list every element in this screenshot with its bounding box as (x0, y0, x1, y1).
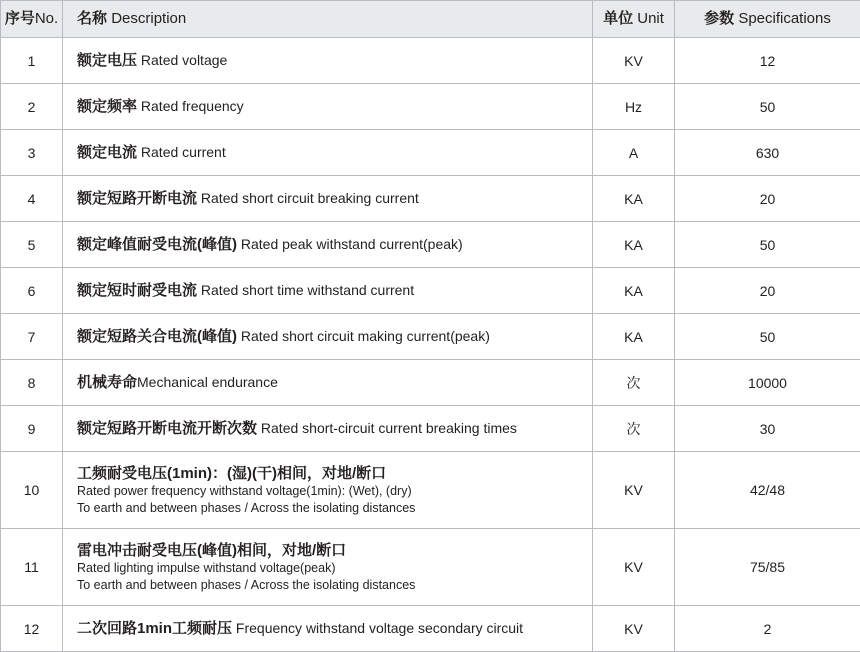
row-no: 6 (1, 268, 63, 314)
row-specification: 75/85 (675, 529, 860, 606)
row-description-cn: 额定频率 (77, 98, 137, 115)
row-description-cn: 额定峰值耐受电流(峰值) (77, 236, 237, 253)
row-unit: KA (593, 176, 675, 222)
column-header-specifications-en: Specifications (738, 10, 831, 27)
row-description (63, 176, 593, 222)
column-header-unit-cn: 单位 (603, 10, 633, 27)
row-description-cn: 额定短路开断电流 (77, 190, 197, 207)
row-unit: 次 (593, 406, 675, 452)
row-description (63, 130, 593, 176)
column-header-description (63, 1, 593, 38)
row-description (63, 222, 593, 268)
row-description (63, 268, 593, 314)
row-no: 11 (1, 529, 63, 606)
table-row (1, 606, 860, 652)
row-description (63, 360, 593, 406)
row-description-en: Rated short-circuit current breaking times (261, 420, 517, 436)
table-header (1, 1, 860, 38)
row-no: 5 (1, 222, 63, 268)
row-unit: KA (593, 314, 675, 360)
row-no: 7 (1, 314, 63, 360)
row-description-en: Rated short time withstand current (201, 282, 414, 298)
row-description (63, 38, 593, 84)
row-description (63, 314, 593, 360)
row-specification: 50 (675, 222, 860, 268)
row-description-en: Rated peak withstand current(peak) (241, 236, 463, 252)
row-description-en: Rated short circuit breaking current (201, 190, 419, 206)
row-description-cn: 机械寿命 (77, 374, 137, 391)
row-description-en: Frequency withstand voltage secondary circuit (236, 620, 523, 636)
row-description-cn: 工频耐受电压(1min)：(湿)(干)相间，对地/断口 (77, 465, 386, 482)
table-row (1, 529, 860, 606)
column-header-unit (593, 1, 675, 38)
column-header-unit-en: Unit (637, 10, 664, 27)
row-specification: 10000 (675, 360, 860, 406)
row-no: 10 (1, 452, 63, 529)
row-unit: KA (593, 268, 675, 314)
row-no: 3 (1, 130, 63, 176)
row-unit: KV (593, 452, 675, 529)
row-specification: 50 (675, 84, 860, 130)
row-no: 1 (1, 38, 63, 84)
row-specification: 50 (675, 314, 860, 360)
row-description-en: Rated frequency (141, 98, 244, 114)
row-description-cn: 二次回路1min工频耐压 (77, 620, 232, 637)
table-row (1, 360, 860, 406)
table-row (1, 38, 860, 84)
table-body (1, 38, 860, 652)
table-row (1, 176, 860, 222)
row-description-cn: 雷电冲击耐受电压(峰值)相间，对地/断口 (77, 542, 346, 559)
column-header-description-cn: 名称 (77, 10, 107, 27)
row-unit: KV (593, 38, 675, 84)
row-unit: 次 (593, 360, 675, 406)
row-specification: 2 (675, 606, 860, 652)
row-description-sub-2: To earth and between phases / Across the isolating distances (77, 577, 582, 594)
table-row (1, 222, 860, 268)
row-description-cn: 额定短时耐受电流 (77, 282, 197, 299)
column-header-no-en: No. (35, 10, 58, 27)
row-description (63, 452, 593, 529)
column-header-description-en: Description (111, 10, 186, 27)
row-unit: KV (593, 606, 675, 652)
row-description (63, 529, 593, 606)
row-description-en: Rated current (141, 144, 226, 160)
row-specification: 20 (675, 176, 860, 222)
row-unit: A (593, 130, 675, 176)
row-no: 4 (1, 176, 63, 222)
table-row (1, 268, 860, 314)
row-description (63, 406, 593, 452)
row-specification: 20 (675, 268, 860, 314)
row-description-sub-1: Rated power frequency withstand voltage(1min): (Wet), (dry) (77, 483, 582, 500)
table-row (1, 406, 860, 452)
row-specification: 12 (675, 38, 860, 84)
row-specification: 30 (675, 406, 860, 452)
row-description-cn: 额定短路开断电流开断次数 (77, 420, 257, 437)
table-row (1, 452, 860, 529)
row-description (63, 606, 593, 652)
row-no: 2 (1, 84, 63, 130)
row-description-sub-2: To earth and between phases / Across the isolating distances (77, 500, 582, 517)
row-description-cn: 额定电流 (77, 144, 137, 161)
row-description-cn: 额定电压 (77, 52, 137, 69)
row-description-en: Rated short circuit making current(peak) (241, 328, 490, 344)
table-row (1, 314, 860, 360)
row-unit: Hz (593, 84, 675, 130)
row-unit: KV (593, 529, 675, 606)
table-row (1, 84, 860, 130)
column-header-specifications (675, 1, 860, 38)
row-description-en: Rated voltage (141, 52, 227, 68)
row-specification: 42/48 (675, 452, 860, 529)
row-no: 12 (1, 606, 63, 652)
row-unit: KA (593, 222, 675, 268)
column-header-no (1, 1, 63, 38)
row-description-cn: 额定短路关合电流(峰值) (77, 328, 237, 345)
row-description-en: Mechanical endurance (137, 374, 278, 390)
row-description-sub-1: Rated lighting impulse withstand voltage(peak) (77, 560, 582, 577)
column-header-specifications-cn: 参数 (704, 10, 734, 27)
row-no: 8 (1, 360, 63, 406)
column-header-no-cn: 序号 (5, 10, 35, 27)
table-header-row (1, 1, 860, 38)
row-description (63, 84, 593, 130)
row-no: 9 (1, 406, 63, 452)
row-specification: 630 (675, 130, 860, 176)
table-row (1, 130, 860, 176)
